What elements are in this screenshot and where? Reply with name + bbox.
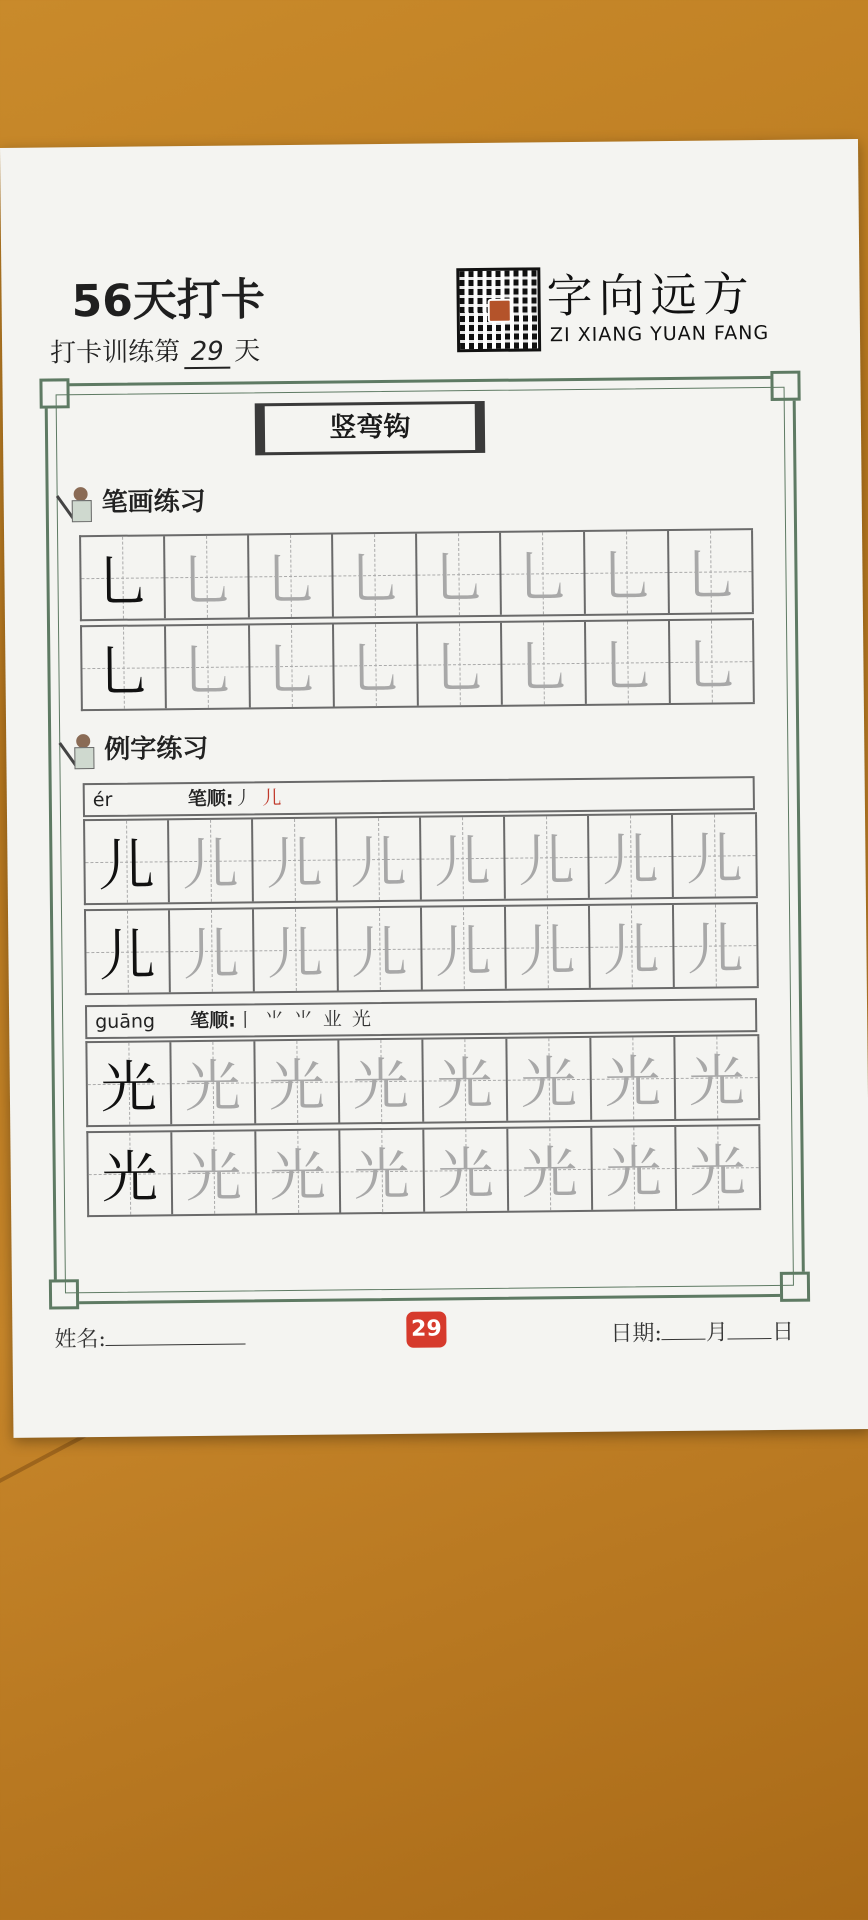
grid-character: 光 xyxy=(436,1051,494,1118)
stroke-grid-row-2 xyxy=(80,618,755,711)
grid-character: 乚 xyxy=(263,637,320,704)
tracing-cell[interactable] xyxy=(501,532,586,615)
grid-character: 光 xyxy=(269,1143,327,1210)
grid-character: 儿 xyxy=(603,918,660,984)
tracing-cell[interactable] xyxy=(417,533,502,616)
tracing-cell[interactable] xyxy=(255,1040,340,1123)
qr-center-logo xyxy=(488,299,512,323)
grid-character: 光 xyxy=(521,1141,579,1207)
date-field xyxy=(610,1315,794,1348)
tracing-cell[interactable] xyxy=(253,819,338,902)
grid-character: 乚 xyxy=(431,635,488,702)
grid-character: 乚 xyxy=(346,546,403,613)
calligrapher-icon xyxy=(66,734,98,768)
char-info-bar xyxy=(83,776,755,817)
tracing-cell[interactable] xyxy=(675,1036,760,1119)
tracing-cell[interactable] xyxy=(333,534,418,617)
pinyin: ér xyxy=(92,788,113,812)
tracing-cell[interactable] xyxy=(592,1127,677,1210)
grid-character: 乚 xyxy=(683,633,740,699)
tracing-cell[interactable] xyxy=(424,1129,509,1212)
grid-character: 儿 xyxy=(602,828,659,894)
model-character-cell[interactable] xyxy=(88,1132,173,1215)
grid-character: 乚 xyxy=(598,544,655,610)
tracing-cell[interactable] xyxy=(418,623,503,706)
grid-character: 光 xyxy=(101,1145,159,1211)
page-number-badge: 29 xyxy=(406,1311,446,1347)
model-character-cell[interactable] xyxy=(82,626,167,709)
tracing-cell[interactable] xyxy=(591,1037,676,1120)
char-info-bar xyxy=(85,998,757,1039)
grid-character: 儿 xyxy=(434,829,491,896)
tracing-cell[interactable] xyxy=(249,535,334,618)
grid-character: 光 xyxy=(100,1055,158,1121)
grid-character: 光 xyxy=(689,1139,747,1205)
model-character-cell[interactable] xyxy=(85,820,170,903)
grid-character: 光 xyxy=(688,1049,746,1115)
tracing-cell[interactable] xyxy=(674,904,759,987)
tracing-cell[interactable] xyxy=(423,1039,508,1122)
tracing-cell[interactable] xyxy=(421,817,506,900)
name-field xyxy=(54,1320,246,1353)
grid-character: 乚 xyxy=(599,634,656,700)
corner-ornament xyxy=(49,1279,79,1309)
stroke-name-banner: 竖弯钩 xyxy=(255,401,486,455)
grid-character: 光 xyxy=(352,1052,410,1119)
tracing-cell[interactable] xyxy=(338,908,423,991)
tracing-cell[interactable] xyxy=(502,622,587,705)
name-label: 姓名: xyxy=(54,1326,107,1353)
worksheet-page xyxy=(0,139,868,1438)
tracing-cell[interactable] xyxy=(165,535,250,618)
example-practice-heading xyxy=(66,728,208,768)
grid-character: 乚 xyxy=(179,638,236,705)
char1-grid-row-2 xyxy=(84,902,759,995)
tracing-cell[interactable] xyxy=(589,815,674,898)
tracing-cell[interactable] xyxy=(673,814,758,897)
grid-character: 儿 xyxy=(435,919,492,986)
grid-character: 乚 xyxy=(178,548,235,615)
corner-ornament xyxy=(780,1272,810,1302)
tracing-cell[interactable] xyxy=(169,819,254,902)
corner-ornament xyxy=(770,371,800,401)
brand-name: 字向远方 xyxy=(546,267,755,324)
grid-character: 儿 xyxy=(351,920,408,987)
grid-character: 儿 xyxy=(518,829,575,895)
grid-character: 儿 xyxy=(686,827,743,893)
month-blank[interactable] xyxy=(662,1339,706,1340)
tracing-cell[interactable] xyxy=(166,625,251,708)
stroke-order: 丿 儿 xyxy=(233,787,284,810)
tracing-cell[interactable] xyxy=(669,530,754,613)
corner-ornament xyxy=(39,378,69,408)
section-label: 笔画练习 xyxy=(101,486,206,518)
model-character-cell[interactable] xyxy=(87,1042,172,1125)
grid-character: 乚 xyxy=(430,545,487,612)
grid-character: 乚 xyxy=(347,636,404,703)
grid-character: 儿 xyxy=(267,921,324,988)
tracing-cell[interactable] xyxy=(250,625,335,708)
grid-character: 光 xyxy=(605,1140,663,1206)
grid-character: 乚 xyxy=(262,547,319,614)
grid-character: 儿 xyxy=(98,833,155,900)
calligrapher-icon xyxy=(64,487,96,521)
brand-pinyin: ZI XIANG YUAN FANG xyxy=(549,321,770,347)
model-character-cell[interactable] xyxy=(81,536,166,619)
name-blank[interactable] xyxy=(106,1343,246,1345)
grid-character: 光 xyxy=(604,1050,662,1116)
char1-grid-row-1 xyxy=(83,812,758,905)
page-title: 56天打卡 xyxy=(71,274,266,328)
grid-character: 光 xyxy=(185,1144,243,1211)
tracing-cell[interactable] xyxy=(506,906,591,989)
day-label: 日 xyxy=(771,1319,795,1345)
char2-grid-row-2 xyxy=(86,1124,761,1217)
day-suffix: 天 xyxy=(234,336,261,367)
stroke-order: 丨 ⺌ ⺌ 业 光 xyxy=(235,1008,374,1032)
tracing-cell[interactable] xyxy=(422,907,507,990)
grid-character: 光 xyxy=(353,1142,411,1209)
grid-character: 乚 xyxy=(94,549,151,616)
grid-character: 儿 xyxy=(519,919,576,985)
tracing-cell[interactable] xyxy=(508,1128,593,1211)
grid-character: 儿 xyxy=(350,830,407,897)
day-counter xyxy=(50,330,260,370)
tracing-cell[interactable] xyxy=(670,620,755,703)
grid-character: 乚 xyxy=(515,635,572,701)
grid-character: 乚 xyxy=(682,543,739,609)
tracing-cell[interactable] xyxy=(334,624,419,707)
stroke-practice-heading xyxy=(64,481,206,521)
grid-character: 乚 xyxy=(514,545,571,611)
grid-character: 乚 xyxy=(95,639,152,706)
grid-character: 光 xyxy=(520,1051,578,1117)
grid-character: 儿 xyxy=(99,923,156,990)
qr-code xyxy=(456,267,541,352)
char2-grid-row-1 xyxy=(85,1034,760,1127)
tracing-cell[interactable] xyxy=(340,1130,425,1213)
tracing-cell[interactable] xyxy=(256,1130,341,1213)
tracing-cell[interactable] xyxy=(676,1126,761,1209)
tracing-cell[interactable] xyxy=(172,1131,257,1214)
section-label: 例字练习 xyxy=(104,733,209,765)
grid-character: 光 xyxy=(184,1054,242,1121)
tracing-cell[interactable] xyxy=(170,909,255,992)
tracing-cell[interactable] xyxy=(171,1041,256,1124)
grid-character: 儿 xyxy=(182,832,239,899)
grid-character: 儿 xyxy=(266,831,323,898)
tracing-cell[interactable] xyxy=(254,909,339,992)
stroke-grid-row-1 xyxy=(79,528,754,621)
grid-character: 儿 xyxy=(183,922,240,989)
tracing-cell[interactable] xyxy=(337,818,422,901)
grid-character: 儿 xyxy=(687,917,744,983)
stroke-order-label: 笔顺: xyxy=(190,1009,236,1033)
month-label: 月 xyxy=(705,1320,729,1346)
day-number: 29 xyxy=(184,337,230,369)
tracing-cell[interactable] xyxy=(507,1038,592,1121)
tracing-cell[interactable] xyxy=(586,621,671,704)
tracing-cell[interactable] xyxy=(339,1040,424,1123)
grid-character: 光 xyxy=(437,1141,495,1208)
stroke-order-label: 笔顺: xyxy=(187,787,234,811)
tracing-cell[interactable] xyxy=(590,905,675,988)
model-character-cell[interactable] xyxy=(86,910,171,993)
pinyin: guāng xyxy=(95,1010,156,1034)
day-blank[interactable] xyxy=(728,1338,772,1339)
date-label: 日期: xyxy=(610,1321,663,1347)
day-prefix: 打卡训练第 xyxy=(49,337,181,369)
grid-character: 光 xyxy=(268,1053,326,1120)
tracing-cell[interactable] xyxy=(585,531,670,614)
tracing-cell[interactable] xyxy=(505,816,590,899)
